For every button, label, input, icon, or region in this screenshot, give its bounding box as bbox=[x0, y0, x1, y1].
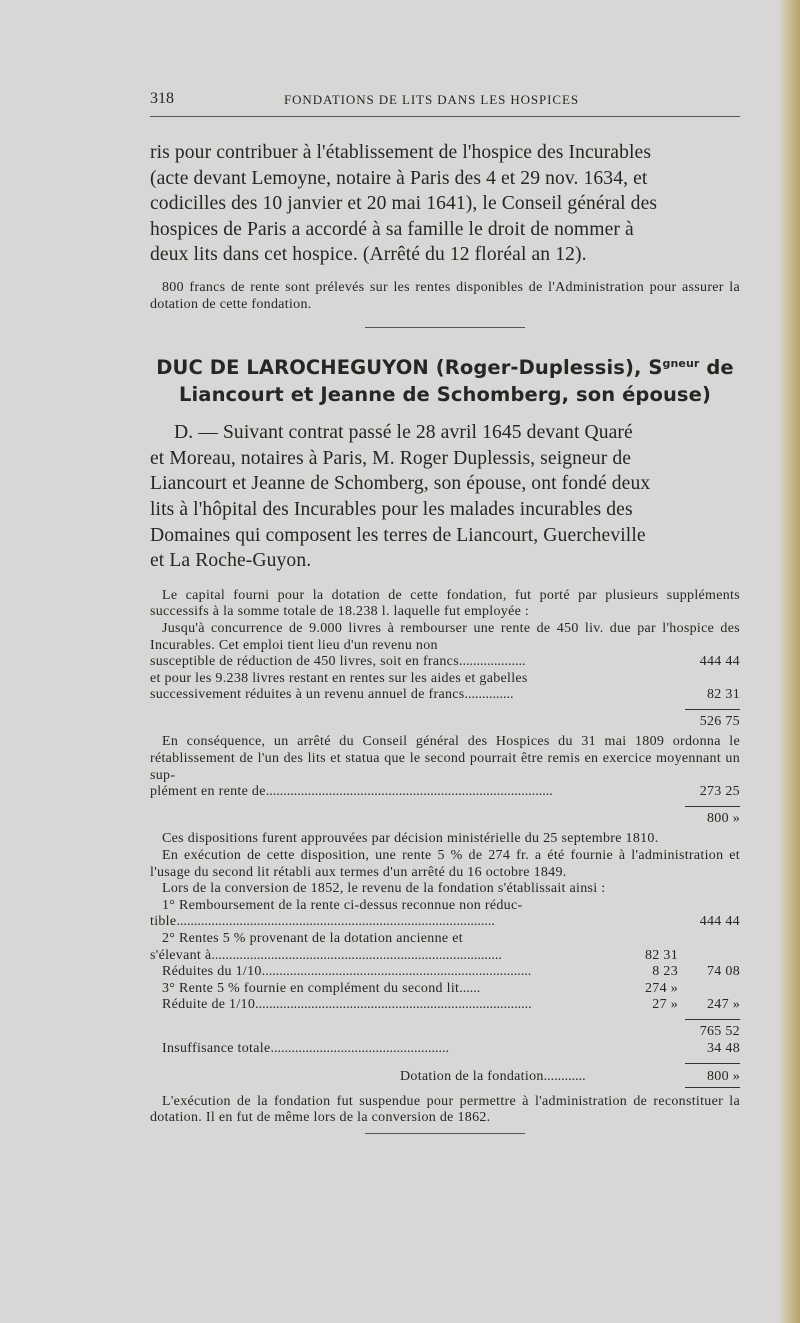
amount: 27 » bbox=[652, 997, 678, 1013]
subtotal-3: 765 52 bbox=[699, 1023, 740, 1039]
final-paragraph: L'exécution de la fondation fut suspendue pour permettre à l'administration de reconstituer la dotation. Il en fut de même lors de la conversion de 1862. bbox=[150, 1093, 740, 1126]
intro-note: 800 francs de rente sont prélevés sur les rentes disponibles de l'Administration pour assurer la dotation de cette fondation. bbox=[150, 279, 740, 312]
intro-line: deux lits dans cet hospice. (Arrêté du 12 floréal an 12). bbox=[150, 244, 587, 266]
item-2-line-1: 2° Rentes 5 % provenant de la dotation ancienne et bbox=[162, 931, 463, 946]
amount: 274 » bbox=[645, 980, 678, 996]
sum-rule bbox=[150, 1086, 740, 1094]
row-reduites: successivement réduites à un revenu annuel de francs.............. 82 31 bbox=[150, 687, 740, 703]
sum-rule bbox=[150, 801, 740, 811]
item-1-line-2: tible........................................................................................... 444 44 bbox=[150, 914, 740, 930]
intro-line: codicilles des 10 janvier et 20 mai 1641), le Conseil général des bbox=[150, 193, 658, 215]
row-insuffisance: Insuffisance totale................................................... 34 48 bbox=[162, 1040, 740, 1056]
main-line: Liancourt et Jeanne de Schomberg, son épouse, ont fondé deux bbox=[150, 473, 651, 495]
row-450-livres: susceptible de réduction de 450 livres, soit en francs................... 444 44 bbox=[150, 654, 740, 670]
amount: 444 44 bbox=[699, 654, 740, 670]
main-line: D. — Suivant contrat passé le 28 avril 1645 devant Quaré bbox=[174, 422, 633, 444]
capital-paragraph: Le capital fourni pour la dotation de cette fondation, fut porté par plusieurs suppléments successifs à la somme totale de 18.238 l. laquelle fut employée : bbox=[150, 587, 740, 620]
intro-line: ris pour contribuer à l'établissement de l'hospice des Incurables bbox=[150, 142, 652, 163]
line-9238: et pour les 9.238 livres restant en rentes sur les aides et gabelles bbox=[150, 670, 528, 686]
main-line: et Moreau, notaires à Paris, M. Roger Duplessis, seigneur de bbox=[150, 447, 632, 469]
heading-line-2: Liancourt et Jeanne de Schomberg, son épouse) bbox=[179, 383, 711, 407]
sum-rule bbox=[150, 704, 740, 714]
execution-paragraph: En exécution de cette disposition, une rente 5 % de 274 fr. a été fournie à l'administration et l'usage du second lit rétabli aux termes d'un arrêté du 16 octobre 1849. bbox=[150, 848, 740, 880]
intro-paragraph bbox=[150, 140, 740, 268]
sum-rule bbox=[150, 1014, 740, 1024]
amount: 82 31 bbox=[707, 687, 740, 703]
running-title: FONDATIONS DE LITS DANS LES HOSPICES bbox=[284, 92, 579, 107]
amount: 82 31 bbox=[645, 947, 678, 963]
header-rule bbox=[150, 116, 740, 117]
main-line: lits à l'hôpital des Incurables pour les malades incurables des bbox=[150, 498, 633, 520]
item-2-line-2: s'élevant à................................................................................... 82 31 bbox=[150, 947, 678, 963]
closing-divider bbox=[365, 1133, 525, 1134]
item-2-line-3: Réduites du 1/10............................................................................. 8 23 74 08 bbox=[162, 964, 740, 980]
intro-line: (acte devant Lemoyne, notaire à Paris des 4 et 29 nov. 1634, et bbox=[150, 167, 648, 189]
net-amount: 247 » bbox=[707, 997, 740, 1013]
body-text bbox=[150, 140, 740, 1134]
section-heading bbox=[150, 350, 740, 408]
item-3-line-1: 3° Rente 5 % fournie en complément du second lit...... 274 » bbox=[162, 980, 678, 996]
accounts-section bbox=[150, 588, 740, 1134]
amount: 273 25 bbox=[699, 784, 740, 800]
main-line: et La Roche-Guyon. bbox=[150, 550, 312, 572]
net-amount: 74 08 bbox=[707, 964, 740, 980]
item-3-line-2: Réduite de 1/10............................................................................... 27 » 247 » bbox=[162, 997, 740, 1013]
dispositions-paragraph: Ces dispositions furent approuvées par décision ministérielle du 25 septembre 1810. bbox=[162, 831, 659, 847]
sum-rule bbox=[150, 1057, 740, 1069]
intro-line: hospices de Paris a accordé à sa famille le droit de nommer à bbox=[150, 218, 634, 240]
amount: 800 » bbox=[707, 1069, 740, 1085]
amount: 8 23 bbox=[652, 964, 678, 980]
section-divider bbox=[365, 327, 525, 328]
main-line: Domaines qui composent les terres de Liancourt, Guercheville bbox=[150, 524, 646, 546]
conversion-paragraph: Lors de la conversion de 1852, le revenu de la fondation s'établissait ainsi : bbox=[162, 881, 606, 897]
consequence-paragraph: En conséquence, un arrêté du Conseil général des Hospices du 31 mai 1809 ordonna le rétablissement de l'un des lits et statua que le second pourrait être remis en exercice moyennant un sup- bbox=[150, 734, 740, 783]
main-paragraph bbox=[150, 420, 740, 574]
subtotal-1: 526 75 bbox=[699, 713, 740, 729]
row-dotation: Dotation de la fondation............ 800 » bbox=[400, 1069, 740, 1085]
jusqu-paragraph: Jusqu'à concurrence de 9.000 livres à rembourser une rente de 450 liv. due par l'hospice des Incurables. Cet emploi tient lieu d'un revenu non bbox=[150, 620, 740, 653]
page-edge bbox=[778, 0, 800, 1323]
amount: 444 44 bbox=[699, 914, 740, 930]
heading-line-1: DUC DE LAROCHEGUYON (Roger-Duplessis), $S^{gneur}$ de bbox=[156, 356, 734, 380]
page-header bbox=[150, 90, 740, 110]
page-number: 318 bbox=[150, 90, 174, 107]
amount: 34 48 bbox=[707, 1040, 740, 1056]
row-plement: plément en rente de.................................................................................. 273 25 bbox=[150, 784, 740, 800]
subtotal-2: 800 » bbox=[707, 810, 740, 826]
item-1-line-1: 1° Remboursement de la rente ci-dessus reconnue non réduc- bbox=[162, 897, 523, 913]
